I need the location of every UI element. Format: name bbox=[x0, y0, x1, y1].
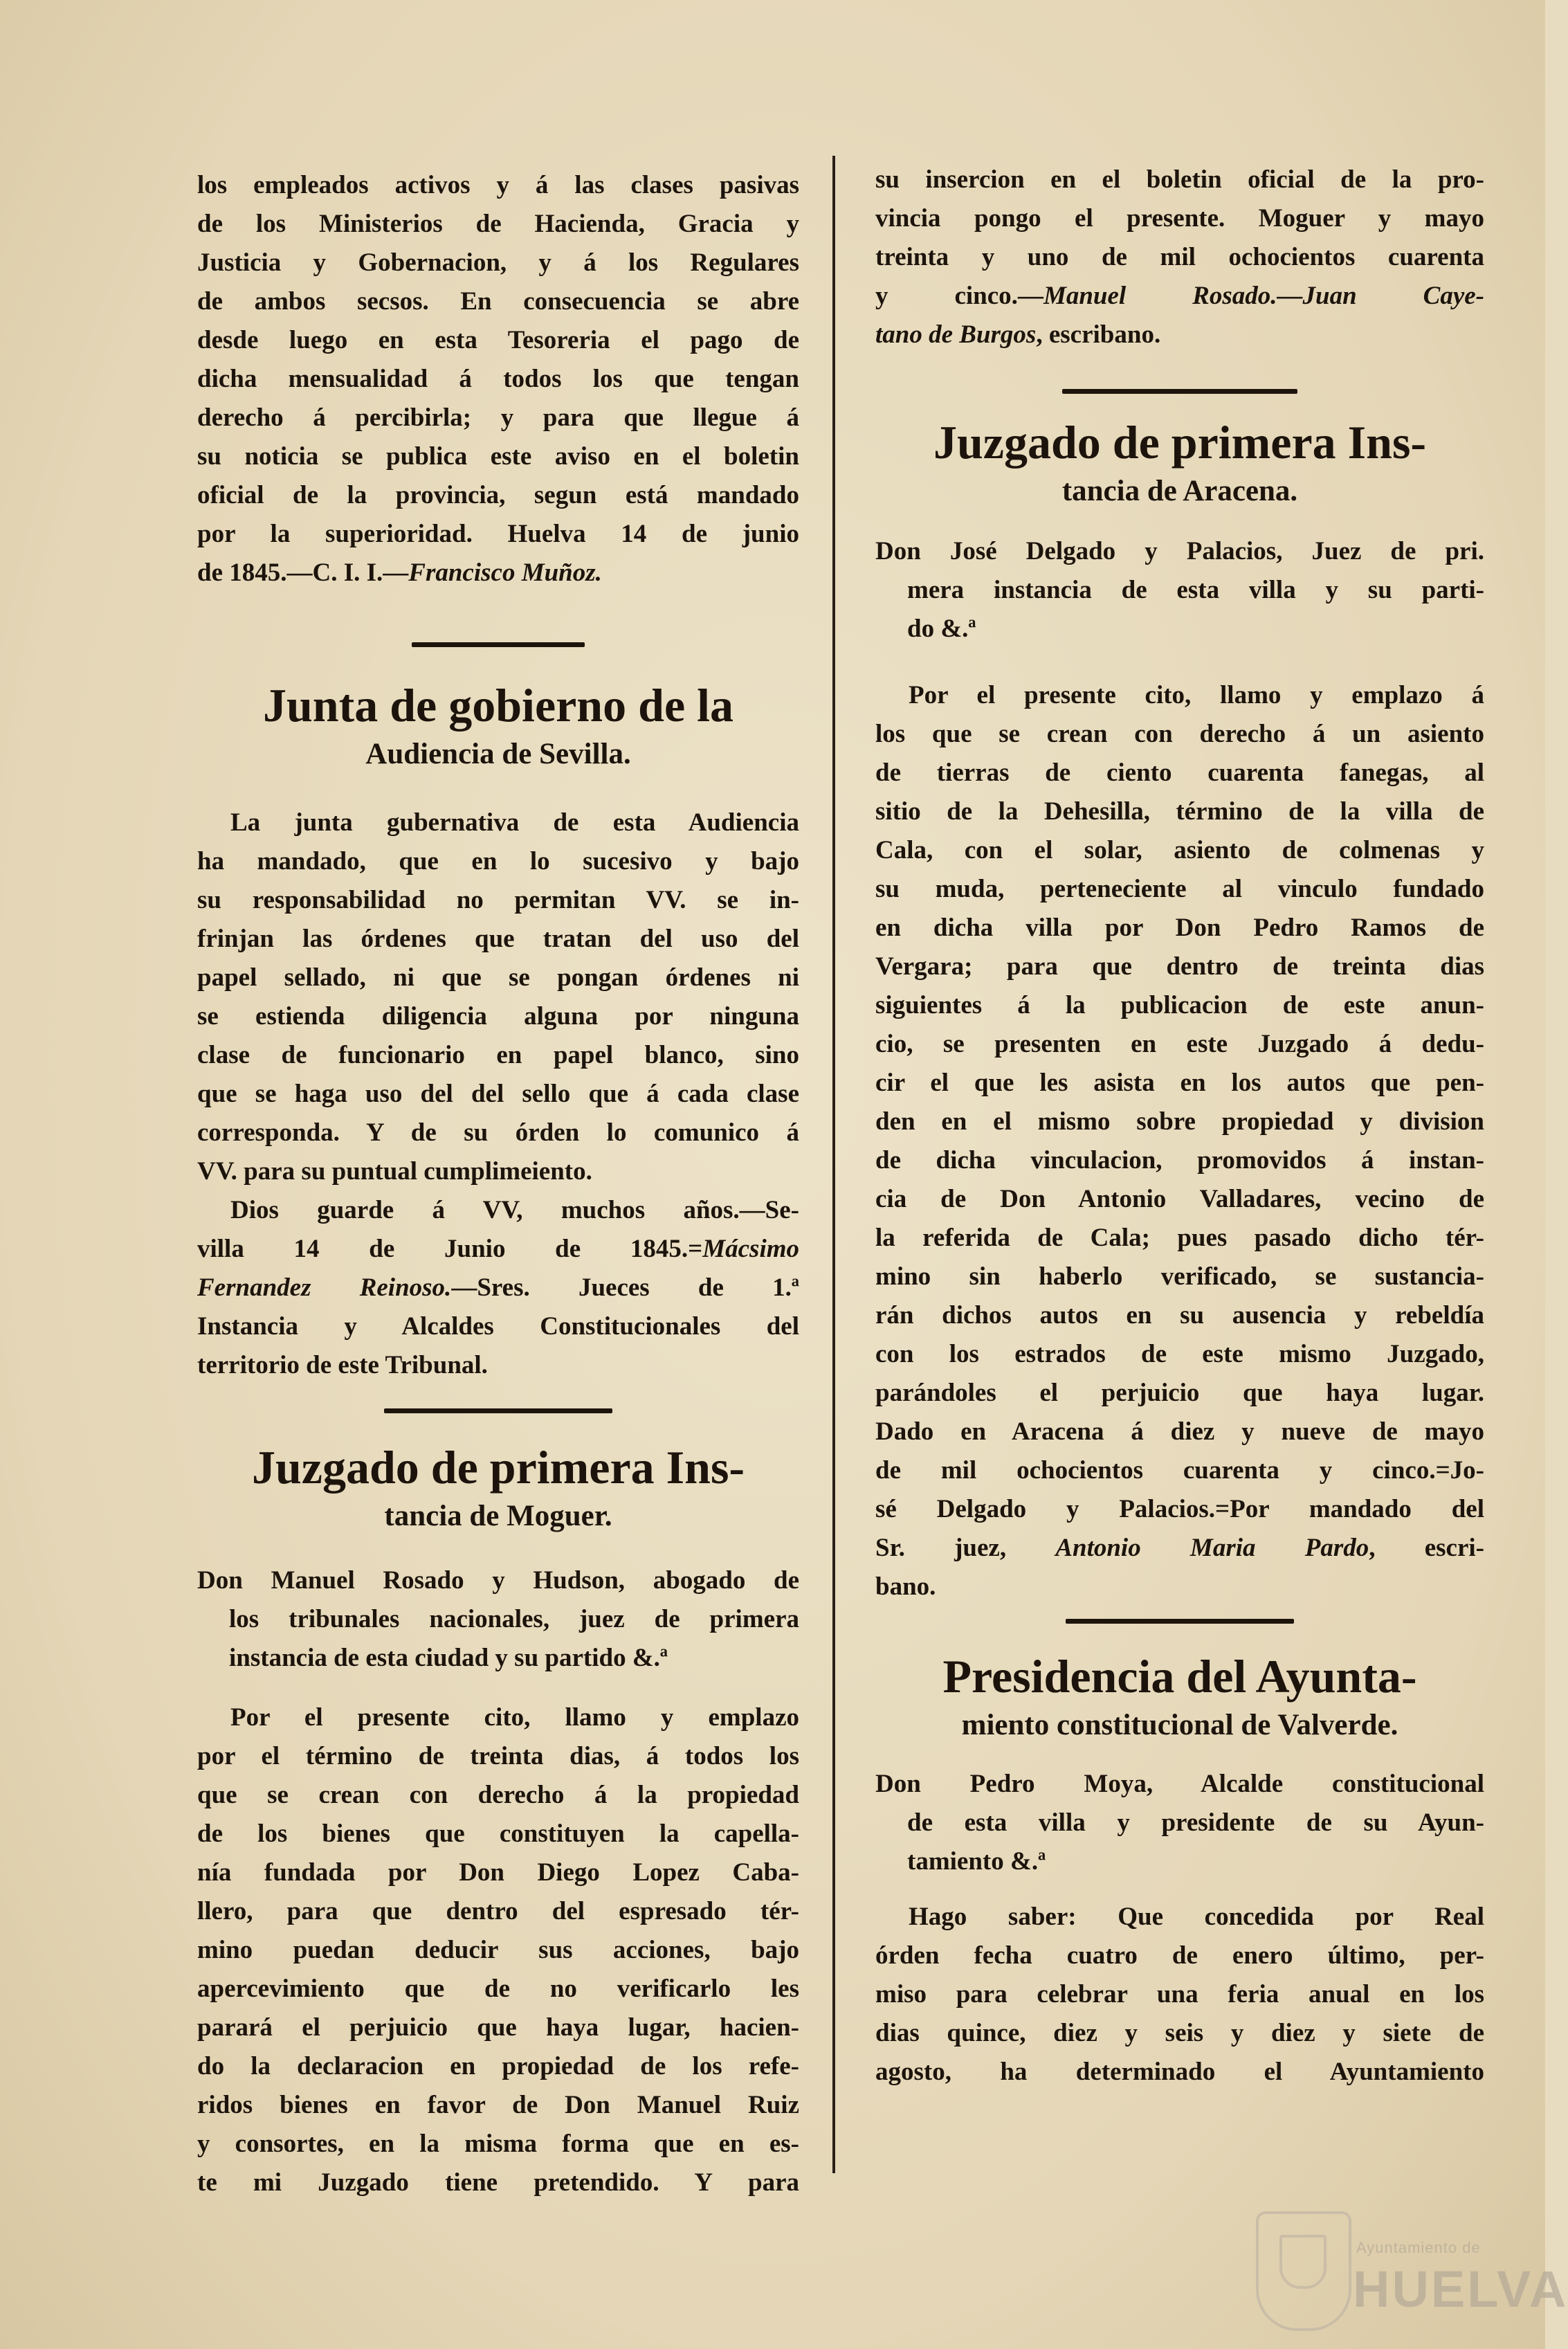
text-line: tamiento &.ª bbox=[907, 1847, 1046, 1876]
text-line: órden fecha cuatro de enero último, per- bbox=[875, 1941, 1484, 1970]
text-line: en dicha villa por Don Pedro Ramos de bbox=[875, 914, 1484, 942]
signature-name: Manuel Rosado.—Juan Caye- bbox=[1043, 282, 1484, 310]
text-line: den en el mismo sobre propiedad y division bbox=[875, 1107, 1484, 1136]
text-line: Don José Delgado y Palacios, Juez de pri. bbox=[875, 537, 1484, 565]
valverde-notice bbox=[875, 1649, 1484, 2092]
text-line: de dicha vinculacion, promovidos á instan- bbox=[875, 1146, 1484, 1174]
addressee-text: —Sres. Jueces de 1.ª bbox=[451, 1273, 799, 1302]
text-line: parará el perjuicio que haya lugar, hacien- bbox=[197, 2013, 799, 2042]
text-span: , escri- bbox=[1369, 1534, 1484, 1562]
text-line: de tierras de ciento cuarenta fanegas, al bbox=[875, 759, 1484, 787]
text-line: y consortes, en la misma forma que en es- bbox=[197, 2130, 799, 2158]
section-subtitle: Audiencia de Sevilla. bbox=[365, 738, 631, 770]
signature-name: Mácsimo bbox=[702, 1235, 799, 1263]
text-line: clase de funcionario en papel blanco, sino bbox=[197, 1041, 799, 1069]
signature-name: Fernandez Reinoso. bbox=[197, 1273, 452, 1302]
text-line: que se crean con derecho á la propiedad bbox=[197, 1781, 799, 1809]
text-line: rán dichos autos en su ausencia y rebeldía bbox=[875, 1301, 1484, 1330]
text-line: siguientes á la publicacion de este anun- bbox=[875, 991, 1484, 1019]
text-line: ridos bienes en favor de Don Manuel Ruiz bbox=[197, 2091, 799, 2119]
text-line: treinta y uno de mil ochocientos cuarenta bbox=[875, 243, 1484, 271]
text-line: vincia pongo el presente. Moguer y mayo bbox=[875, 204, 1484, 233]
text-line: su noticia se publica este aviso en el boletin bbox=[197, 442, 799, 471]
text-line: Instancia y Alcaldes Constitucionales del bbox=[197, 1312, 799, 1341]
text-line: nía fundada por Don Diego Lopez Caba- bbox=[197, 1858, 799, 1887]
text-line: cio, se presenten en este Juzgado á dedu- bbox=[875, 1030, 1484, 1058]
column-divider bbox=[832, 156, 835, 2173]
section-title: Juzgado de primera Ins- bbox=[251, 1441, 745, 1494]
text-line: con los estrados de este mismo Juzgado, bbox=[875, 1340, 1484, 1368]
text-line: do la declaracion en propiedad de los refe- bbox=[197, 2052, 799, 2080]
text-line bbox=[875, 277, 1484, 316]
text-line: su muda, perteneciente al vinculo fundado bbox=[875, 875, 1484, 903]
text-line: Por el presente cito, llamo y emplazo bbox=[230, 1703, 799, 1732]
text-line: derecho á percibirla; y para que llegue á bbox=[197, 403, 799, 432]
text-line: de los bienes que constituyen la capella- bbox=[197, 1820, 799, 1848]
text-line: llero, para que dentro del espresado tér- bbox=[197, 1897, 799, 1925]
text-line: los que se crean con derecho á un asiento bbox=[875, 720, 1484, 748]
aracena-notice bbox=[875, 415, 1484, 1606]
text-line: se estienda diligencia alguna por ninguna bbox=[197, 1002, 799, 1031]
text-line: mera instancia de esta villa y su parti- bbox=[907, 576, 1484, 604]
section-subtitle: miento constitucional de Valverde. bbox=[961, 1709, 1398, 1741]
text-line: La junta gubernativa de esta Audiencia bbox=[230, 808, 799, 837]
right-column bbox=[875, 161, 1484, 2092]
text-line: dicha mensualidad á todos los que tengan bbox=[197, 365, 799, 393]
signature-name: Antonio Maria Pardo bbox=[1055, 1534, 1369, 1562]
text-line: ha mandado, que en lo sucesivo y bajo bbox=[197, 847, 799, 876]
text-line: de ambos secsos. En consecuencia se abre bbox=[197, 287, 799, 316]
treasury-notice-continuation bbox=[197, 166, 799, 592]
text-line: do &.ª bbox=[907, 615, 976, 643]
text-line: sitio de la Dehesilla, término de la villa de bbox=[875, 797, 1484, 826]
text-line: de mil ochocientos cuarenta y cinco.=Jo- bbox=[875, 1456, 1484, 1485]
text-line: los empleados activos y á las clases pasivas bbox=[197, 171, 799, 199]
watermark-line2: HUELVA bbox=[1353, 2260, 1568, 2318]
text-line: VV. para su puntual cumplimeiento. bbox=[197, 1157, 592, 1186]
text-line: desde luego en esta Tesoreria el pago de bbox=[197, 326, 799, 354]
text-line: papel sellado, ni que se pongan órdenes ni bbox=[197, 963, 799, 992]
text-line: que se haga uso del del sello que á cada clase bbox=[197, 1080, 799, 1108]
text-line: parándoles el perjuicio que haya lugar. bbox=[875, 1379, 1484, 1407]
text-line: dias quince, diez y seis y diez y siete de bbox=[875, 2019, 1484, 2047]
text-line: Don Pedro Moya, Alcalde constitucional bbox=[875, 1770, 1484, 1798]
signature-name: tano de Burgos bbox=[875, 320, 1037, 349]
text-line: cir el que les asista en los autos que pen- bbox=[875, 1069, 1484, 1097]
text-line: su responsabilidad no permitan VV. se in- bbox=[197, 886, 799, 914]
text-line bbox=[875, 316, 1484, 354]
text-line: por el término de treinta dias, á todos los bbox=[197, 1742, 799, 1770]
section-rule bbox=[1066, 1619, 1294, 1624]
text-line: frinjan las órdenes que tratan del uso del bbox=[197, 925, 799, 953]
section-title: Junta de gobierno de la bbox=[262, 679, 734, 732]
text-line: sé Delgado y Palacios.=Por mandado del bbox=[875, 1495, 1484, 1523]
text-line: de los Ministerios de Hacienda, Gracia y bbox=[197, 210, 799, 238]
text-line: su insercion en el boletin oficial de la pro- bbox=[875, 165, 1484, 194]
text-line: cia de Don Antonio Valladares, vecino de bbox=[875, 1185, 1484, 1213]
section-title: Presidencia del Ayunta- bbox=[942, 1650, 1417, 1703]
section-title: Juzgado de primera Ins- bbox=[933, 416, 1427, 469]
text-line: apercevimiento que de no verificarlo les bbox=[197, 1975, 799, 2003]
text-line: bano. bbox=[875, 1572, 936, 1601]
text-line: la referida de Cala; pues pasado dicho tér- bbox=[875, 1224, 1484, 1252]
text-line: Vergara; para que dentro de treinta dias bbox=[875, 952, 1484, 981]
text-line: agosto, ha determinado el Ayuntamiento bbox=[875, 2058, 1484, 2086]
left-column bbox=[197, 166, 799, 2202]
section-subtitle: tancia de Moguer. bbox=[384, 1500, 612, 1532]
text-line: Don Manuel Rosado y Hudson, abogado de bbox=[197, 1566, 799, 1595]
signature-name: Francisco Muñoz. bbox=[408, 559, 602, 587]
text-line: por la superioridad. Huelva 14 de junio bbox=[197, 520, 799, 548]
text-line: los tribunales nacionales, juez de primera bbox=[229, 1605, 799, 1633]
text-line: oficial de la provincia, segun está mandado bbox=[197, 481, 799, 509]
text-line: mino puedan deducir sus acciones, bajo bbox=[197, 1936, 799, 1964]
signature-line bbox=[197, 554, 799, 592]
text-line: Justicia y Gobernacion, y á los Regulares bbox=[197, 248, 799, 277]
watermark-line1: Ayuntamiento de bbox=[1356, 2239, 1481, 2256]
date-text: villa 14 de Junio de 1845.= bbox=[197, 1235, 703, 1263]
text-line bbox=[875, 1529, 1484, 1568]
section-rule bbox=[1062, 389, 1297, 394]
text-line: Dios guarde á VV, muchos años.—Se- bbox=[230, 1196, 799, 1224]
section-rule bbox=[384, 1408, 612, 1413]
section-rule bbox=[412, 642, 585, 647]
text-line: corresponda. Y de su órden lo comunico á bbox=[197, 1118, 799, 1147]
text-line: mino sin haberlo verificado, se sustancia- bbox=[875, 1262, 1484, 1291]
text-line: te mi Juzgado tiene pretendido. Y para bbox=[197, 2168, 799, 2197]
text-line: territorio de este Tribunal. bbox=[197, 1351, 488, 1379]
watermark bbox=[1256, 2211, 1568, 2329]
text-span: Sr. juez, bbox=[875, 1534, 1056, 1562]
text-line: miso para celebrar una feria anual en los bbox=[875, 1980, 1484, 2008]
text-line: Por el presente cito, llamo y emplazo á bbox=[909, 681, 1484, 709]
text-line: Cala, con el solar, asiento de colmenas y bbox=[875, 836, 1484, 864]
text-line bbox=[197, 1230, 799, 1269]
text-line bbox=[197, 1269, 799, 1307]
signature-date: de 1845.—C. I. I.— bbox=[197, 559, 409, 587]
crest-icon bbox=[1256, 2211, 1351, 2331]
text-line: instancia de esta ciudad y su partido &.ª bbox=[229, 1644, 668, 1672]
section-subtitle: tancia de Aracena. bbox=[1061, 475, 1298, 507]
text-span: y cinco.— bbox=[875, 282, 1043, 310]
text-span: , escribano. bbox=[1036, 320, 1161, 349]
text-line: Dado en Aracena á diez y nueve de mayo bbox=[875, 1417, 1484, 1446]
moguer-notice bbox=[197, 1440, 799, 2202]
moguer-notice-continuation bbox=[875, 161, 1484, 354]
text-line: Hago saber: Que concedida por Real bbox=[909, 1903, 1484, 1931]
junta-notice bbox=[197, 678, 799, 1385]
text-line: de esta villa y presidente de su Ayun- bbox=[907, 1808, 1484, 1837]
